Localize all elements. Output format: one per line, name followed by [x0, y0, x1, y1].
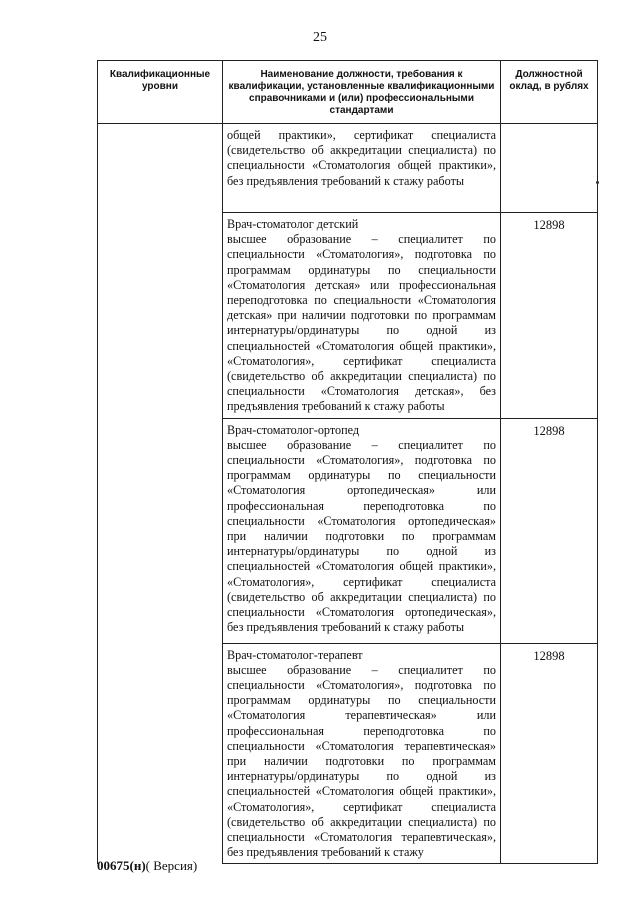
position-title: Врач-стоматолог детский	[227, 217, 359, 231]
header-qualification-levels: Квалификационные уровни	[98, 61, 223, 124]
position-title: Врач-стоматолог-ортопед	[227, 422, 360, 437]
qualification-table	[97, 60, 598, 864]
scan-dot-mark	[596, 181, 599, 184]
document-code	[97, 858, 197, 874]
position-requirements-cell	[223, 418, 501, 643]
position-requirements-text: высшее образование – специалитет по специальности «Стоматология», подготовка по программам ординатуры по специальности «Стоматология терапевтическая» или профессиональная переподготовка по специальности «Стоматология терапевтическая» при наличии подготовки по программам интернатуры/ординатуры по одной из специальностей «Стоматология общей практики», «Стоматология», сертификат специалиста (свидетельство об аккредитации специалиста) по специальности «Стоматология терапевтическая», без предъявления требований к стажу	[227, 662, 496, 860]
position-requirements-text: высшее образование – специалитет по специальности «Стоматология», подготовка по программам ординатуры по специальности «Стоматология ортопедическая» или профессиональная переподготовка по специальности «Стоматология ортопедическая» при наличии подготовки по программам интернатуры/ординатуры по одной из специальностей «Стоматология общей практики», «Стоматология», сертификат специалиста (свидетельство об аккредитации специалиста) по специальности «Стоматология ортопедическая», без предъявления требований к стажу работы	[227, 437, 496, 635]
salary-cell: 12898	[501, 418, 598, 643]
salary-cell: 12898	[501, 213, 598, 419]
document-version: ( Версия)	[145, 858, 198, 873]
position-requirements-cell	[223, 643, 501, 864]
position-requirements-text: общей практики», сертификат специалиста (свидетельство об аккредитации специалиста) по специальности «Стоматология общей практики», без предъявления требований к стажу работы	[227, 128, 496, 188]
header-salary: Должностной оклад, в рублях	[501, 61, 598, 124]
table-row	[98, 124, 598, 213]
position-requirements-text: высшее образование – специалитет по специальности «Стоматология», подготовка по программам ординатуры по специальности «Стоматология детская» или профессиональная переподготовка по специальности «Стоматология детская» при наличии подготовки по программам интернатуры/ординатуры по одной из специальностей «Стоматология общей практики», «Стоматология», сертификат специалиста (свидетельство об аккредитации специалиста) по специальности «Стоматология детская», без предъявления требований к стажу работы	[227, 232, 496, 414]
document-code-number: 00675(н)	[97, 858, 146, 873]
salary-cell	[501, 124, 598, 213]
salary-cell: 12898	[501, 643, 598, 864]
page-number: 25	[313, 30, 327, 45]
table-header-row	[98, 61, 598, 124]
position-requirements-cell	[223, 213, 501, 419]
position-title: Врач-стоматолог-терапевт	[227, 647, 363, 662]
qualification-level-cell	[98, 124, 223, 864]
position-requirements-cell	[223, 124, 501, 213]
header-position-requirements: Наименование должности, требования к квалификации, установленные квалификационными справочниками и (или) профессиональными стандартами	[223, 61, 501, 124]
